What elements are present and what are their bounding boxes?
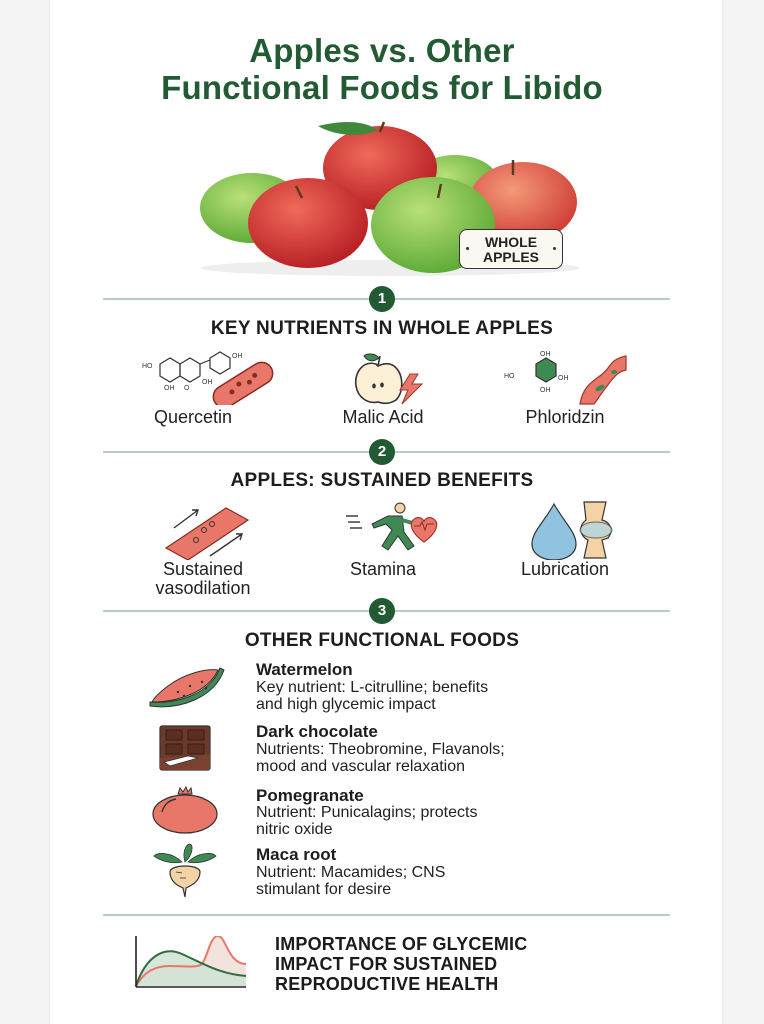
food-watermelon-desc-line-2: and high glycemic impact	[256, 696, 436, 713]
svg-text:OH: OH	[540, 387, 551, 394]
whole-apples-badge	[459, 229, 563, 269]
nutrient-quercetin-label: Quercetin	[153, 407, 233, 427]
nutrient-malic-acid-label: Malic Acid	[342, 407, 424, 427]
chocolate-bar-icon	[158, 724, 212, 772]
section-1-number-badge: 1	[369, 286, 395, 312]
nutrient-phloridzin-label: Phloridzin	[525, 407, 605, 427]
food-dark-chocolate-name: Dark chocolate	[256, 722, 378, 741]
droplet-joint-icon	[530, 500, 616, 560]
svg-text:OH: OH	[164, 385, 175, 392]
svg-text:OH: OH	[232, 353, 243, 360]
benefit-lubrication-label: Lubrication	[520, 559, 610, 579]
footer-heading	[275, 934, 527, 994]
svg-text:OH: OH	[540, 351, 551, 358]
benefit-stamina-label: Stamina	[349, 559, 417, 579]
runner-heart-icon	[344, 502, 448, 558]
food-pomegranate-desc-line-2: nitric oxide	[256, 821, 333, 838]
svg-text:OH: OH	[558, 375, 569, 382]
svg-text:HO: HO	[142, 363, 153, 370]
badge-dot-left	[466, 247, 469, 250]
page-title	[0, 32, 764, 106]
watermelon-icon	[148, 664, 226, 708]
food-watermelon-desc	[256, 679, 636, 713]
footer-divider	[103, 914, 670, 916]
svg-text:HO: HO	[504, 373, 515, 380]
benefit-vasodilation-line-1: Sustained	[162, 559, 244, 579]
section-1-title: KEY NUTRIENTS IN WHOLE APPLES	[210, 318, 554, 339]
food-pomegranate-name: Pomegranate	[256, 786, 364, 805]
phloridzin-molecule-artery-icon	[500, 350, 630, 406]
food-dark-chocolate-desc-line-2: mood and vascular relaxation	[256, 758, 466, 775]
section-2-title: APPLES: SUSTAINED BENEFITS	[230, 470, 534, 491]
quercetin-molecule-blood-vessel-icon	[138, 350, 278, 405]
svg-text:OH: OH	[202, 379, 213, 386]
benefit-vasodilation-label	[128, 560, 278, 598]
maca-root-icon	[152, 842, 218, 898]
section-3-title: OTHER FUNCTIONAL FOODS	[244, 630, 520, 651]
food-maca-root-desc	[256, 864, 636, 898]
badge-dot-right	[553, 247, 556, 250]
pomegranate-icon	[150, 786, 220, 834]
title-line-1: Apples vs. Other	[249, 32, 515, 69]
svg-text:O: O	[184, 385, 190, 392]
food-pomegranate-desc-line-1: Nutrient: Punicalagins; protects	[256, 804, 478, 821]
footer-line-3: REPRODUCTIVE HEALTH	[275, 974, 499, 994]
apple-lightning-icon	[352, 352, 442, 407]
food-watermelon-name: Watermelon	[256, 660, 353, 679]
food-dark-chocolate-desc-line-1: Nutrients: Theobromine, Flavanols;	[256, 741, 505, 758]
food-dark-chocolate-desc	[256, 741, 636, 775]
vasodilation-vessel-icon	[164, 502, 252, 560]
badge-line-1: WHOLE	[484, 234, 538, 250]
badge-line-2: APPLES	[482, 249, 539, 265]
glycemic-curve-chart-icon	[134, 936, 248, 990]
food-maca-root-name: Maca root	[256, 845, 337, 864]
footer-line-2: IMPACT FOR SUSTAINED	[275, 954, 498, 974]
benefit-vasodilation-line-2: vasodilation	[155, 578, 251, 598]
section-2-number-badge: 2	[369, 439, 395, 465]
footer-line-1: IMPORTANCE OF GLYCEMIC	[275, 934, 528, 954]
food-watermelon-desc-line-1: Key nutrient: L-citrulline; benefits	[256, 679, 489, 696]
food-maca-root-desc-line-2: stimulant for desire	[256, 881, 392, 898]
food-maca-root-desc-line-1: Nutrient: Macamides; CNS	[256, 864, 446, 881]
title-line-2: Functional Foods for Libido	[161, 69, 603, 106]
section-3-number-badge: 3	[369, 598, 395, 624]
food-pomegranate-desc	[256, 804, 636, 838]
